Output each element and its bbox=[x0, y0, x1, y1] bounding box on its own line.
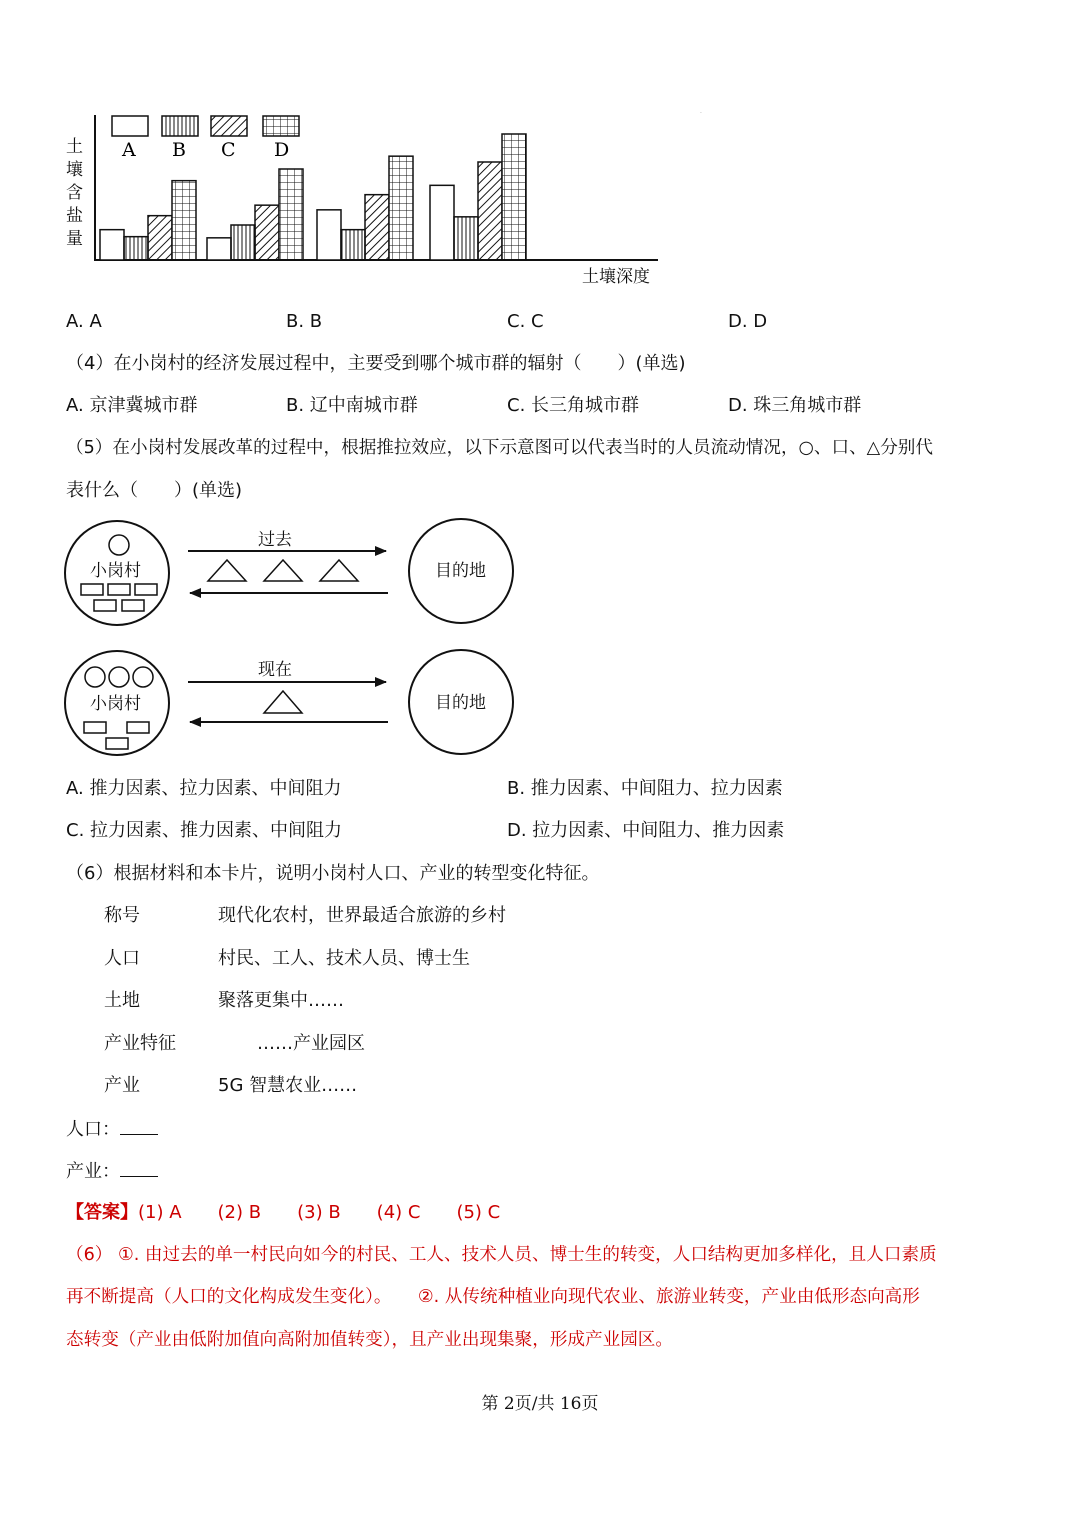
rect-present-2 bbox=[127, 722, 149, 733]
y-axis-label bbox=[66, 137, 83, 249]
legend-label-a: A bbox=[122, 139, 136, 161]
q6-stem: （6）根据材料和本卡片，说明小岗村人口、产业的转型变化特征。 bbox=[66, 863, 600, 884]
q5-option-d[interactable]: D. 拉力因素、中间阻力、推力因素 bbox=[507, 820, 785, 841]
q3-option-a[interactable]: A. A bbox=[66, 311, 102, 332]
card-key-industry-feature: 产业特征 bbox=[104, 1033, 176, 1054]
q4-option-d[interactable]: D. 珠三角城市群 bbox=[728, 395, 862, 416]
person-circles-present bbox=[85, 667, 153, 687]
answer-choices: (1) A (2) B (3) B (4) C (5) C bbox=[138, 1202, 501, 1223]
bar-d-group-4 bbox=[502, 134, 526, 260]
q5-option-c[interactable]: C. 拉力因素、推力因素、中间阻力 bbox=[66, 820, 343, 841]
bar-c-group-3 bbox=[365, 195, 389, 260]
rect-present-3 bbox=[106, 738, 128, 749]
bar-c-group-1 bbox=[148, 216, 172, 260]
card-value-population: 村民、工人、技术人员、博士生 bbox=[218, 948, 470, 969]
answer-blank-industry[interactable] bbox=[66, 1162, 158, 1181]
answer-line-3: 再不断提高（人口的文化构成发生变化）。 ②. 从传统种植业向现代农业、旅游业转变，产业由低形态向高形 bbox=[66, 1287, 920, 1307]
card-key-title: 称号 bbox=[104, 905, 140, 926]
destination-label-past: 目的地 bbox=[435, 561, 486, 581]
q5-stem-line2: 表什么（ ）(单选) bbox=[66, 480, 243, 501]
triangle-past-1 bbox=[208, 560, 246, 581]
person-circle-past bbox=[109, 535, 129, 555]
legend-label-d: D bbox=[274, 139, 290, 161]
card-value-industry: 5G 智慧农业…… bbox=[218, 1075, 358, 1096]
q4-option-a[interactable]: A. 京津冀城市群 bbox=[66, 395, 198, 416]
svg-text:·: · bbox=[700, 110, 702, 117]
rect-present-1 bbox=[84, 722, 106, 733]
y-label-char-1: 土 bbox=[66, 137, 83, 157]
legend-swatch-d bbox=[263, 116, 299, 136]
legend-swatch-b bbox=[162, 116, 198, 136]
y-label-char-3: 含 bbox=[66, 183, 83, 203]
card-key-land: 土地 bbox=[104, 990, 140, 1011]
present-label: 现在 bbox=[258, 660, 292, 680]
bar-c-group-2 bbox=[255, 205, 279, 260]
bar-b-group-3 bbox=[341, 230, 365, 260]
push-pull-diagram bbox=[0, 520, 560, 760]
card-value-industry-feature: ……产业园区 bbox=[257, 1033, 365, 1054]
triangle-past-2 bbox=[264, 560, 302, 581]
past-label: 过去 bbox=[258, 530, 292, 550]
q5-stem-line1: （5）在小岗村发展改革的过程中，根据推拉效应，以下示意图可以代表当时的人员流动情况，○、口、△分别代 bbox=[66, 438, 933, 458]
rect-past-3 bbox=[135, 584, 157, 595]
rect-past-5 bbox=[122, 600, 144, 611]
q4-stem: （4）在小岗村的经济发展过程中，主要受到哪个城市群的辐射（ ）(单选) bbox=[66, 353, 686, 374]
card-value-title: 现代化农村，世界最适合旅游的乡村 bbox=[218, 905, 506, 926]
village-label-past: 小岗村 bbox=[90, 561, 141, 581]
bar-a-group-3 bbox=[317, 210, 341, 260]
answer-label: 【答案】 bbox=[66, 1202, 138, 1223]
answer-blank-industry-label: 产业： bbox=[66, 1161, 120, 1182]
triangle-group-past bbox=[208, 560, 358, 581]
y-label-char-2: 壤 bbox=[66, 160, 83, 180]
q3-option-d[interactable]: D. D bbox=[728, 311, 768, 332]
bar-a-group-4 bbox=[430, 185, 454, 260]
person-circle-present-2 bbox=[109, 667, 129, 687]
bar-b-group-1 bbox=[124, 237, 148, 260]
answer-blank-population[interactable] bbox=[66, 1120, 158, 1139]
bar-c-group-4 bbox=[478, 162, 502, 260]
bar-a-group-1 bbox=[100, 230, 124, 260]
legend bbox=[112, 116, 299, 161]
village-label-present: 小岗村 bbox=[90, 694, 141, 714]
legend-swatch-c bbox=[211, 116, 247, 136]
rect-past-1 bbox=[81, 584, 103, 595]
legend-swatch-a bbox=[112, 116, 148, 136]
q3-option-c[interactable]: C. C bbox=[507, 311, 544, 332]
y-label-char-5: 量 bbox=[66, 229, 83, 249]
bar-d-group-2 bbox=[279, 169, 303, 260]
bar-d-group-3 bbox=[389, 156, 413, 260]
answer-blank-population-label: 人口： bbox=[66, 1119, 120, 1140]
rect-past-2 bbox=[108, 584, 130, 595]
card-key-industry: 产业 bbox=[104, 1075, 140, 1096]
page-footer: 第 2页/共 16页 bbox=[481, 1394, 599, 1414]
salt-bar-chart bbox=[0, 100, 700, 300]
card-key-population: 人口 bbox=[104, 948, 140, 969]
legend-label-b: B bbox=[172, 139, 186, 161]
legend-label-c: C bbox=[221, 139, 236, 161]
bars bbox=[100, 134, 526, 260]
person-circle-present-1 bbox=[85, 667, 105, 687]
card-value-land: 聚落更集中…… bbox=[218, 990, 344, 1011]
bar-b-group-4 bbox=[454, 217, 478, 260]
q4-option-b[interactable]: B. 辽中南城市群 bbox=[286, 395, 418, 416]
answer-line-2: （6） ①. 由过去的单一村民向如今的村民、工人、技术人员、博士生的转变，人口结构更加多样化，且人口素质 bbox=[66, 1245, 937, 1265]
q5-option-b[interactable]: B. 推力因素、中间阻力、拉力因素 bbox=[507, 778, 783, 799]
q5-option-a[interactable]: A. 推力因素、拉力因素、中间阻力 bbox=[66, 778, 342, 799]
bar-a-group-2 bbox=[207, 238, 231, 260]
triangle-past-3 bbox=[320, 560, 358, 581]
blank-line-1[interactable] bbox=[120, 1120, 158, 1135]
bar-b-group-2 bbox=[231, 225, 255, 260]
destination-label-present: 目的地 bbox=[435, 693, 486, 713]
y-label-char-4: 盐 bbox=[66, 206, 83, 226]
triangle-present-1 bbox=[264, 691, 302, 713]
q4-option-c[interactable]: C. 长三角城市群 bbox=[507, 395, 640, 416]
q3-option-b[interactable]: B. B bbox=[286, 311, 323, 332]
rect-past-4 bbox=[94, 600, 116, 611]
answer-line-1 bbox=[66, 1204, 500, 1222]
blank-line-2[interactable] bbox=[120, 1162, 158, 1177]
bar-d-group-1 bbox=[172, 181, 196, 260]
person-circle-present-3 bbox=[133, 667, 153, 687]
x-axis-label: 土壤深度 bbox=[582, 267, 650, 287]
answer-line-4: 态转变（产业由低附加值向高附加值转变），且产业出现集聚，形成产业园区。 bbox=[66, 1330, 673, 1350]
